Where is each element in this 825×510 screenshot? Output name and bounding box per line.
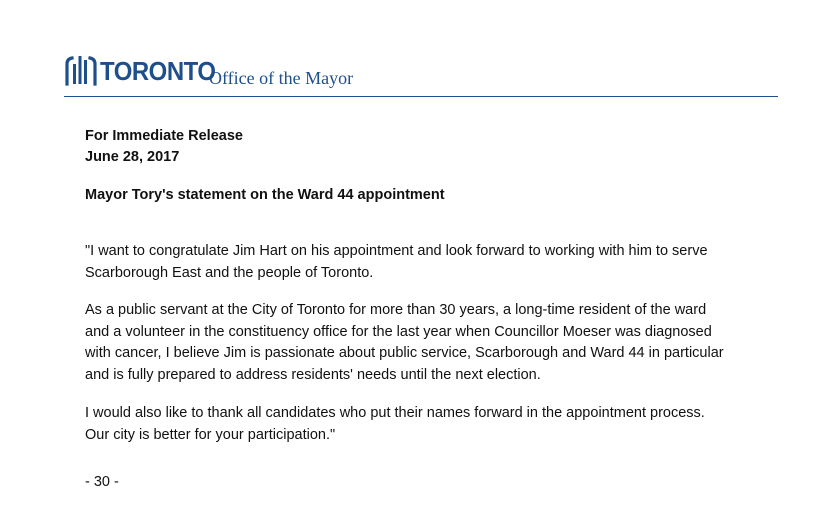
release-label: For Immediate Release <box>85 128 243 144</box>
paragraph-2-line: and a volunteer in the constituency office for the last year when Councillor Moeser was diagnosed <box>85 323 712 340</box>
paragraph-3 <box>85 403 775 446</box>
statement-headline: Mayor Tory's statement on the Ward 44 appointment <box>85 187 445 203</box>
paragraph-3-line: I would also like to thank all candidates who put their names forward in the appointment process. <box>85 405 705 421</box>
toronto-wordmark: TORONTO <box>100 56 216 86</box>
paragraph-2-line: and is fully prepared to address residents' needs until the next election. <box>85 366 541 383</box>
paragraph-1 <box>85 241 775 284</box>
paragraph-2-line: As a public servant at the City of Toronto for more than 30 years, a long-time resident of the ward <box>85 302 707 318</box>
end-mark: - 30 - <box>85 474 119 490</box>
paragraph-2 <box>85 300 775 386</box>
paragraph-1-line: "I want to congratulate Jim Hart on his appointment and look forward to working with him to serve <box>85 243 708 259</box>
release-date: June 28, 2017 <box>85 149 180 165</box>
paragraph-3-line: Our city is better for your participation." <box>85 426 336 443</box>
paragraph-2-line: with cancer, I believe Jim is passionate about public service, Scarborough and Ward 44 in particular <box>85 345 724 361</box>
letterhead <box>64 48 778 100</box>
paragraph-1-line: Scarborough East and the people of Toronto. <box>85 264 374 281</box>
toronto-city-hall-logo-icon <box>64 50 98 86</box>
letterhead-divider <box>64 96 778 97</box>
office-of-the-mayor: Office of the Mayor <box>209 68 354 88</box>
